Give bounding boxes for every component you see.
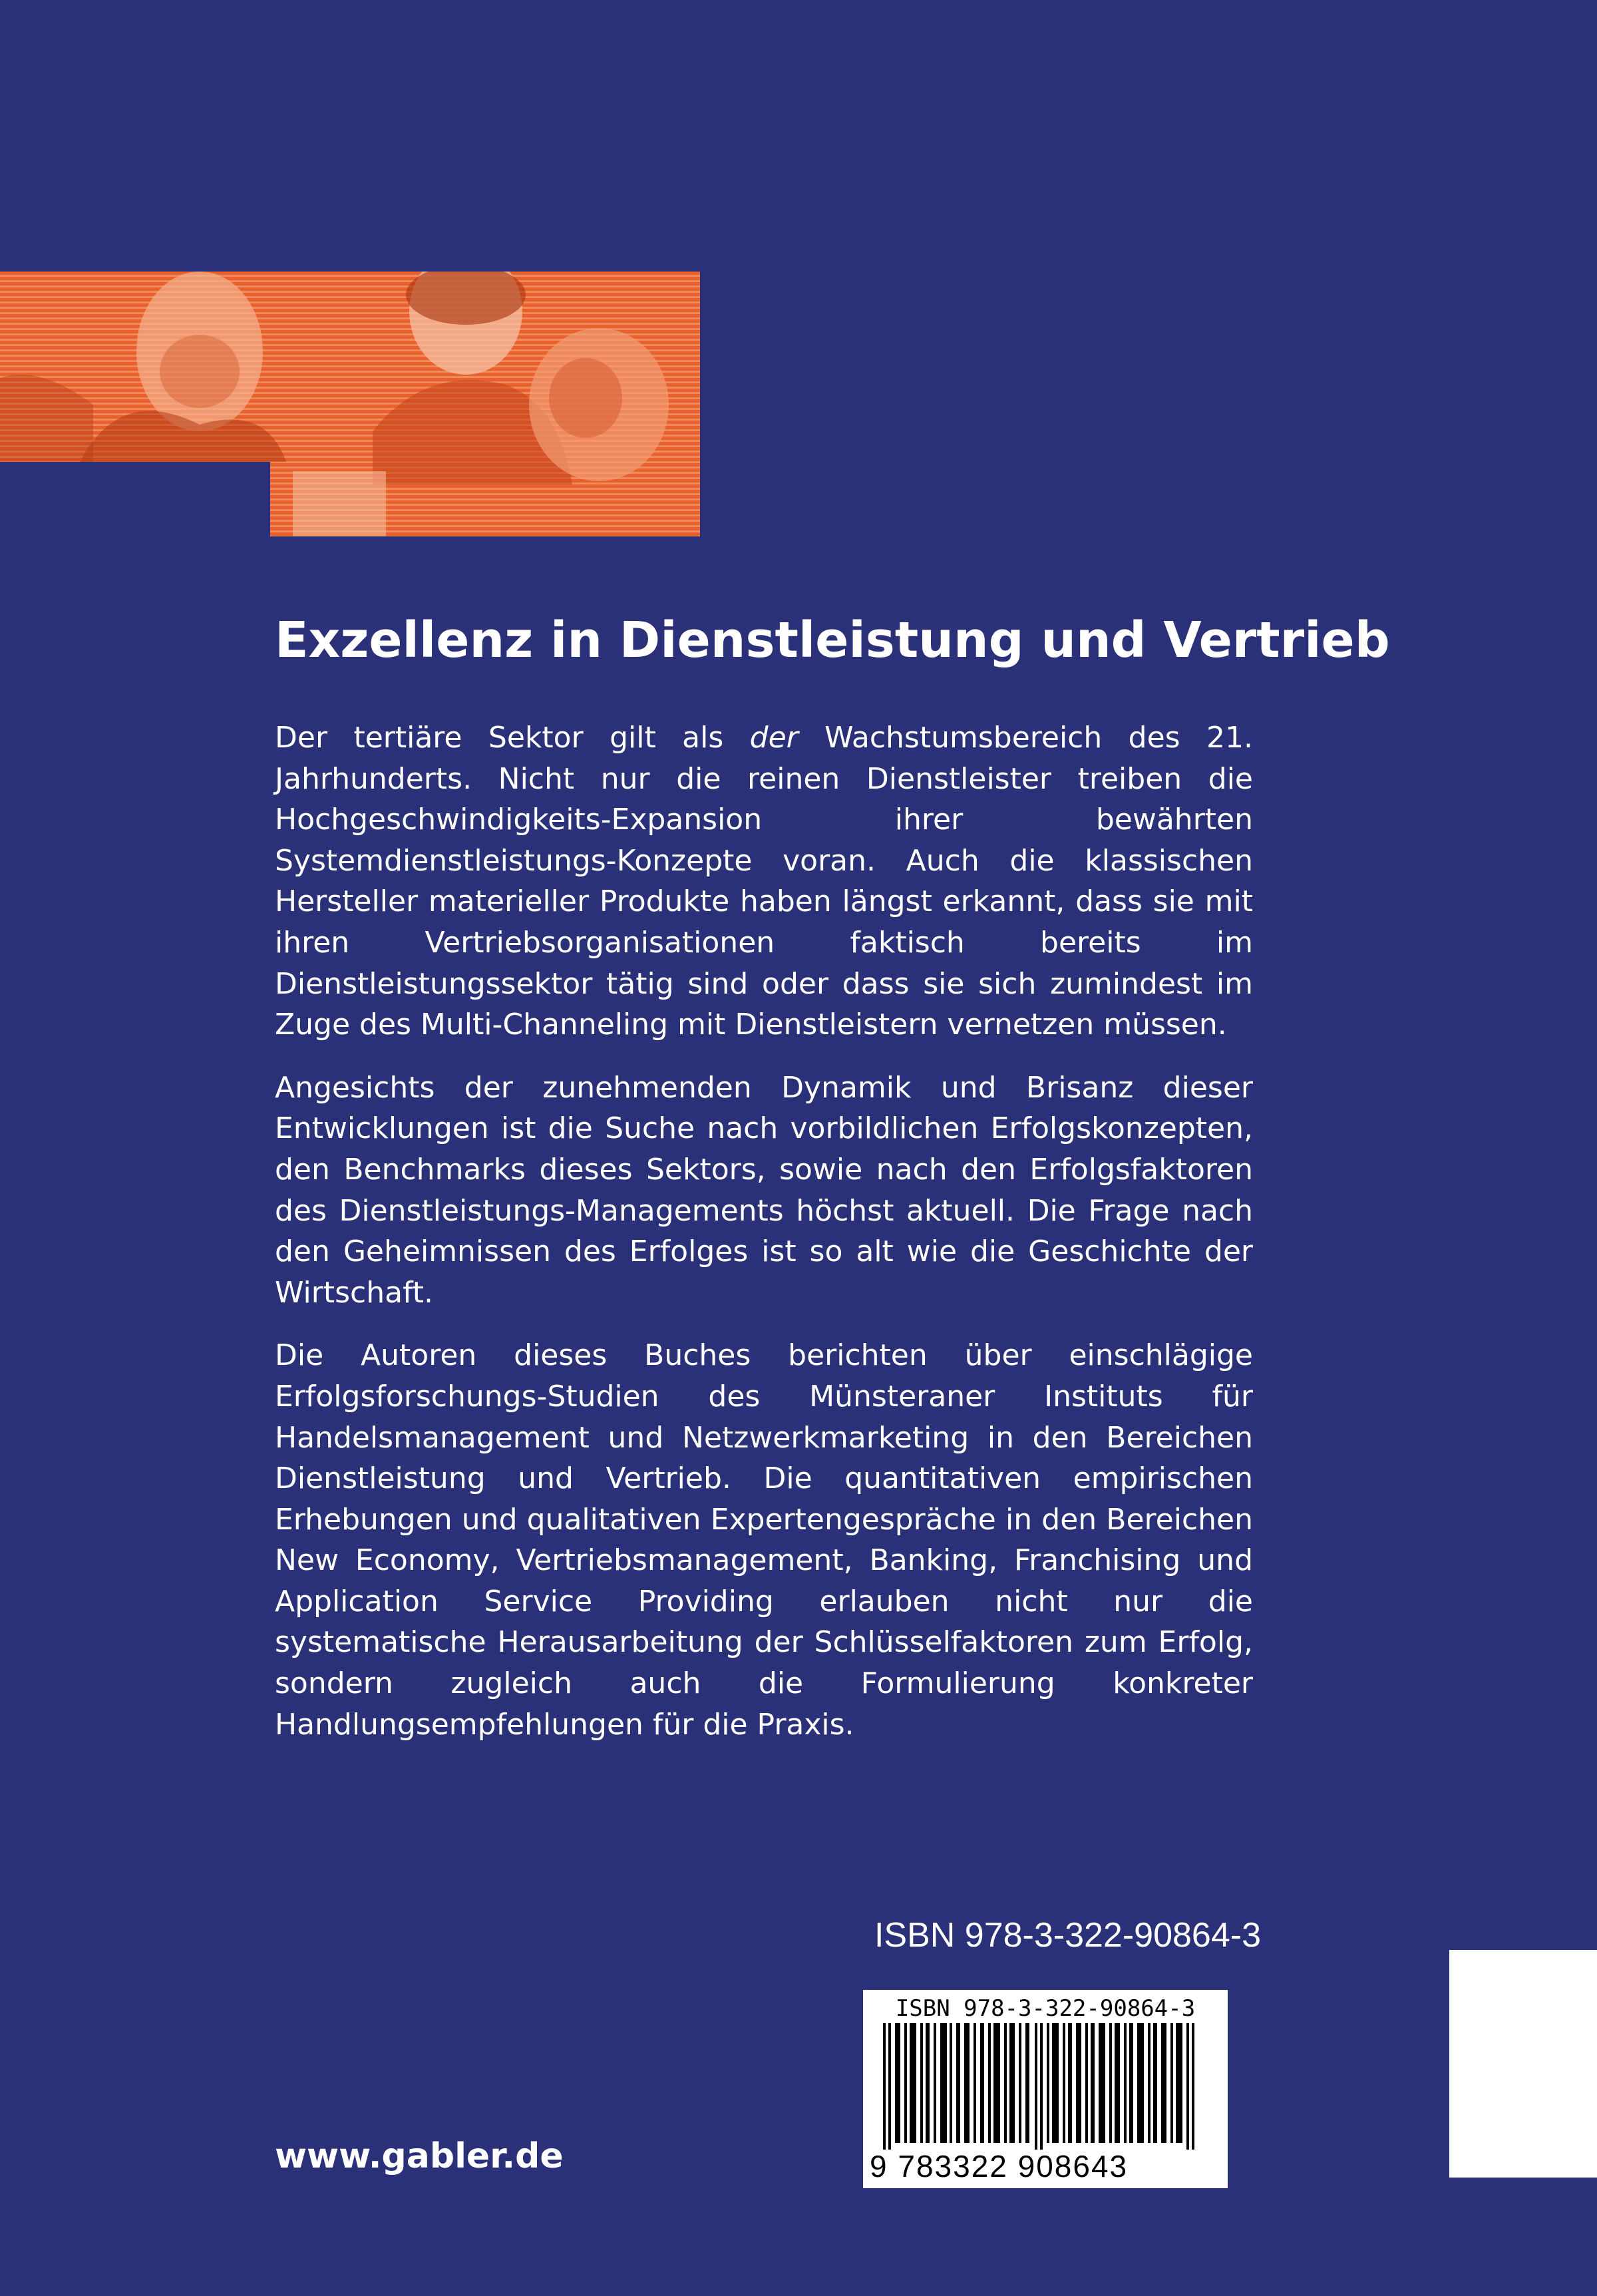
cover-photo (0, 272, 700, 536)
blurb-text (275, 717, 1253, 1767)
barcode-digits: 9 783322 908643 (870, 2149, 1129, 2184)
blurb-paragraph-3: Die Autoren dieses Buches berichten über einschlägige Erfolgsforschungs-Studien des Münsteraner Instituts für Handelsmanagement und Netzwerkmarketing in den Bereichen Dienstleistung und Vertrieb. Die quantitativen empirischen Erhebungen und qualitativen Expertengespräche in den Bereichen New Economy, Vertriebsmanagement, Banking, Franchising und Application Service Providing erlauben nicht nur die systematische Herausarbeitung der Schlüsselfaktoren zum Erfolg, sondern zugleich auch die Formulierung konkreter Handlungsempfehlungen für die Praxis. (275, 1338, 1253, 1742)
cover-headline: Exzellenz in Dienstleistung und Vertrieb (275, 612, 1390, 669)
barcode-bars (876, 2023, 1214, 2150)
white-tab (1449, 1950, 1597, 2178)
blurb-paragraph-1-start: Der tertiäre Sektor gilt als (275, 721, 750, 755)
blurb-paragraph-1 (275, 717, 1253, 1046)
publisher-website: www.gabler.de (275, 2136, 564, 2176)
blurb-paragraph-1-rest: Wachstumsbereich des 21. Jahrhunderts. Nicht nur die reinen Dienstleister treiben die Hochgeschwindigkeits-Expansion ihrer bewährten Systemdienstleistungs-Konzepte voran. Auch die klassischen Hersteller materieller Produkte haben längst erkannt, dass sie mit ihren Vertriebsorganisationen faktisch bereits im Dienstleistungssektor tätig sind oder dass sie sich zumindest im Zuge des Multi-Channeling mit Dienstleistern vernetzen müssen. (275, 721, 1253, 1042)
isbn-label: ISBN 978-3-322-90864-3 (874, 1916, 1261, 1955)
barcode-isbn-text: ISBN 978-3-322-90864-3 (895, 1995, 1196, 2022)
barcode (863, 1990, 1228, 2188)
blurb-paragraph-1-italic: der (749, 721, 798, 755)
blurb-paragraph-2: Angesichts der zunehmenden Dynamik und Brisanz dieser Entwicklungen ist die Suche nach vorbildlichen Erfolgskonzepten, den Benchmarks dieses Sektors, sowie nach den Erfolgsfaktoren des Dienstleistungs-Managements höchst aktuell. Die Frage nach den Geheimnissen des Erfolges ist so alt wie die Geschichte der Wirtschaft. (275, 1070, 1253, 1310)
